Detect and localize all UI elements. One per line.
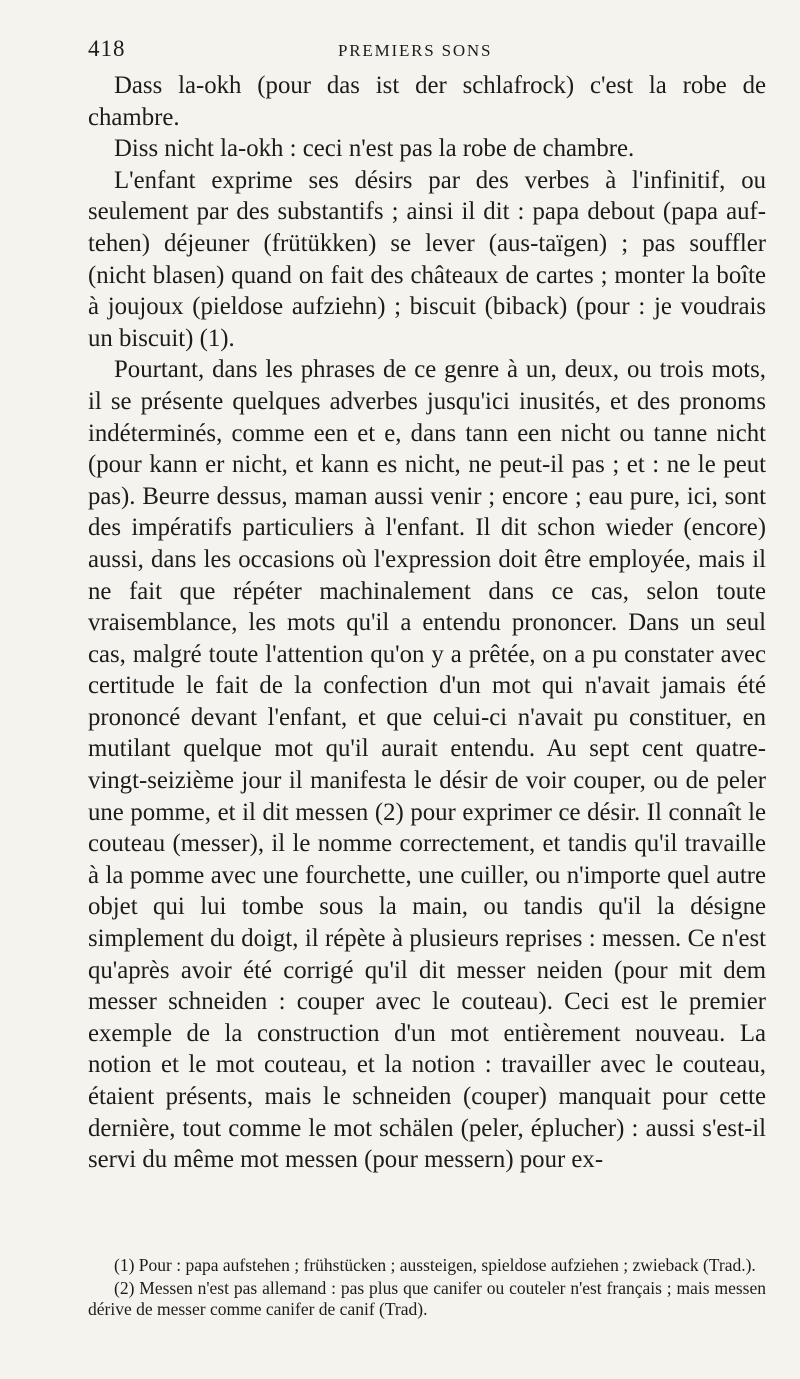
page-header — [88, 36, 766, 64]
footnote: (1) Pour : papa aufstehen ; frühstücken ; aussteigen, spieldose aufziehen ; zwieback (Trad.). — [114, 1255, 756, 1275]
paragraph: Diss nicht la-okh : ceci n'est pas la robe de chambre. — [114, 135, 635, 163]
footnote: (2) Messen n'est pas allemand : pas plus que canifer ou couteler n'est français ; mais messen dérive de messer comme canifer de canif (Trad). — [88, 1278, 766, 1319]
paragraph: Dass la-okh (pour das ist der schlafrock) c'est la robe de chambre. — [88, 72, 766, 131]
page-number: 418 — [88, 36, 126, 61]
running-title: PREMIERS SONS — [338, 41, 493, 60]
footnotes — [88, 1255, 766, 1322]
body-text — [88, 70, 766, 1176]
paragraph: Pourtant, dans les phrases de ce genre à un, deux, ou trois mots, il se présente quelques adverbes jusqu'ici inusités, et des pronoms indéterminés, comme een et e, dans tann een nicht ou tanne nicht (pour kann er nicht, et kann es nicht, ne peut-il pas ; et : ne le peut pas). Beurre dessus, maman aussi venir ; encore ; eau pure, ici, sont des impératifs particuliers à l'enfant. Il dit schon wieder (encore) aussi, dans les occasions où l'expression doit être employée, mais il ne fait que répéter machinalement dans ce cas, selon toute vraisemblance, les mots qu'il a entendu prononcer. Dans un seul cas, malgré toute l'attention qu'on y a prêtée, on a pu constater avec certitude le fait de la confection d'un mot qui n'avait jamais été prononcé devant l'enfant, et que celui-ci n'avait pu constituer, en mutilant quelque mot qu'il aurait entendu. Au sept cent quatre-vingt-seizième jour il manifesta le désir de voir couper, ou de peler une pomme, et il dit messen (2) pour exprimer ce désir. Il connaît le couteau (messer), il le nomme correctement, et tandis qu'il travaille à la pomme avec une fourchette, une cuiller, ou n'importe quel autre objet qui lui tombe sous la main, ou tandis qu'il la désigne simplement du doigt, il répète à plusieurs reprises : messen. Ce n'est qu'après avoir été corrigé qu'il dit messer neiden (pour mit dem messer schneiden : couper avec le couteau). Ceci est le premier exemple de la construction d'un mot entièrement nouveau. La notion et le mot couteau, et la notion : travailler avec le couteau, étaient présents, mais le schneiden (couper) manquait pour cette dernière, tout comme le mot schälen (peler, éplucher) : aussi s'est-il servi du même mot messen (pour messern) pour ex- — [88, 356, 766, 1174]
paragraph: L'enfant exprime ses désirs par des verbes à l'infinitif, ou seulement par des substantifs ; ainsi il dit : papa debout (papa auf-tehen) déjeuner (frütükken) se lever (aus-taïgen) ; pas souffler (nicht blasen) quand on fait des châteaux de cartes ; monter la boîte à joujoux (pieldose aufziehn) ; biscuit (biback) (pour : je voudrais un biscuit) (1). — [88, 166, 766, 352]
